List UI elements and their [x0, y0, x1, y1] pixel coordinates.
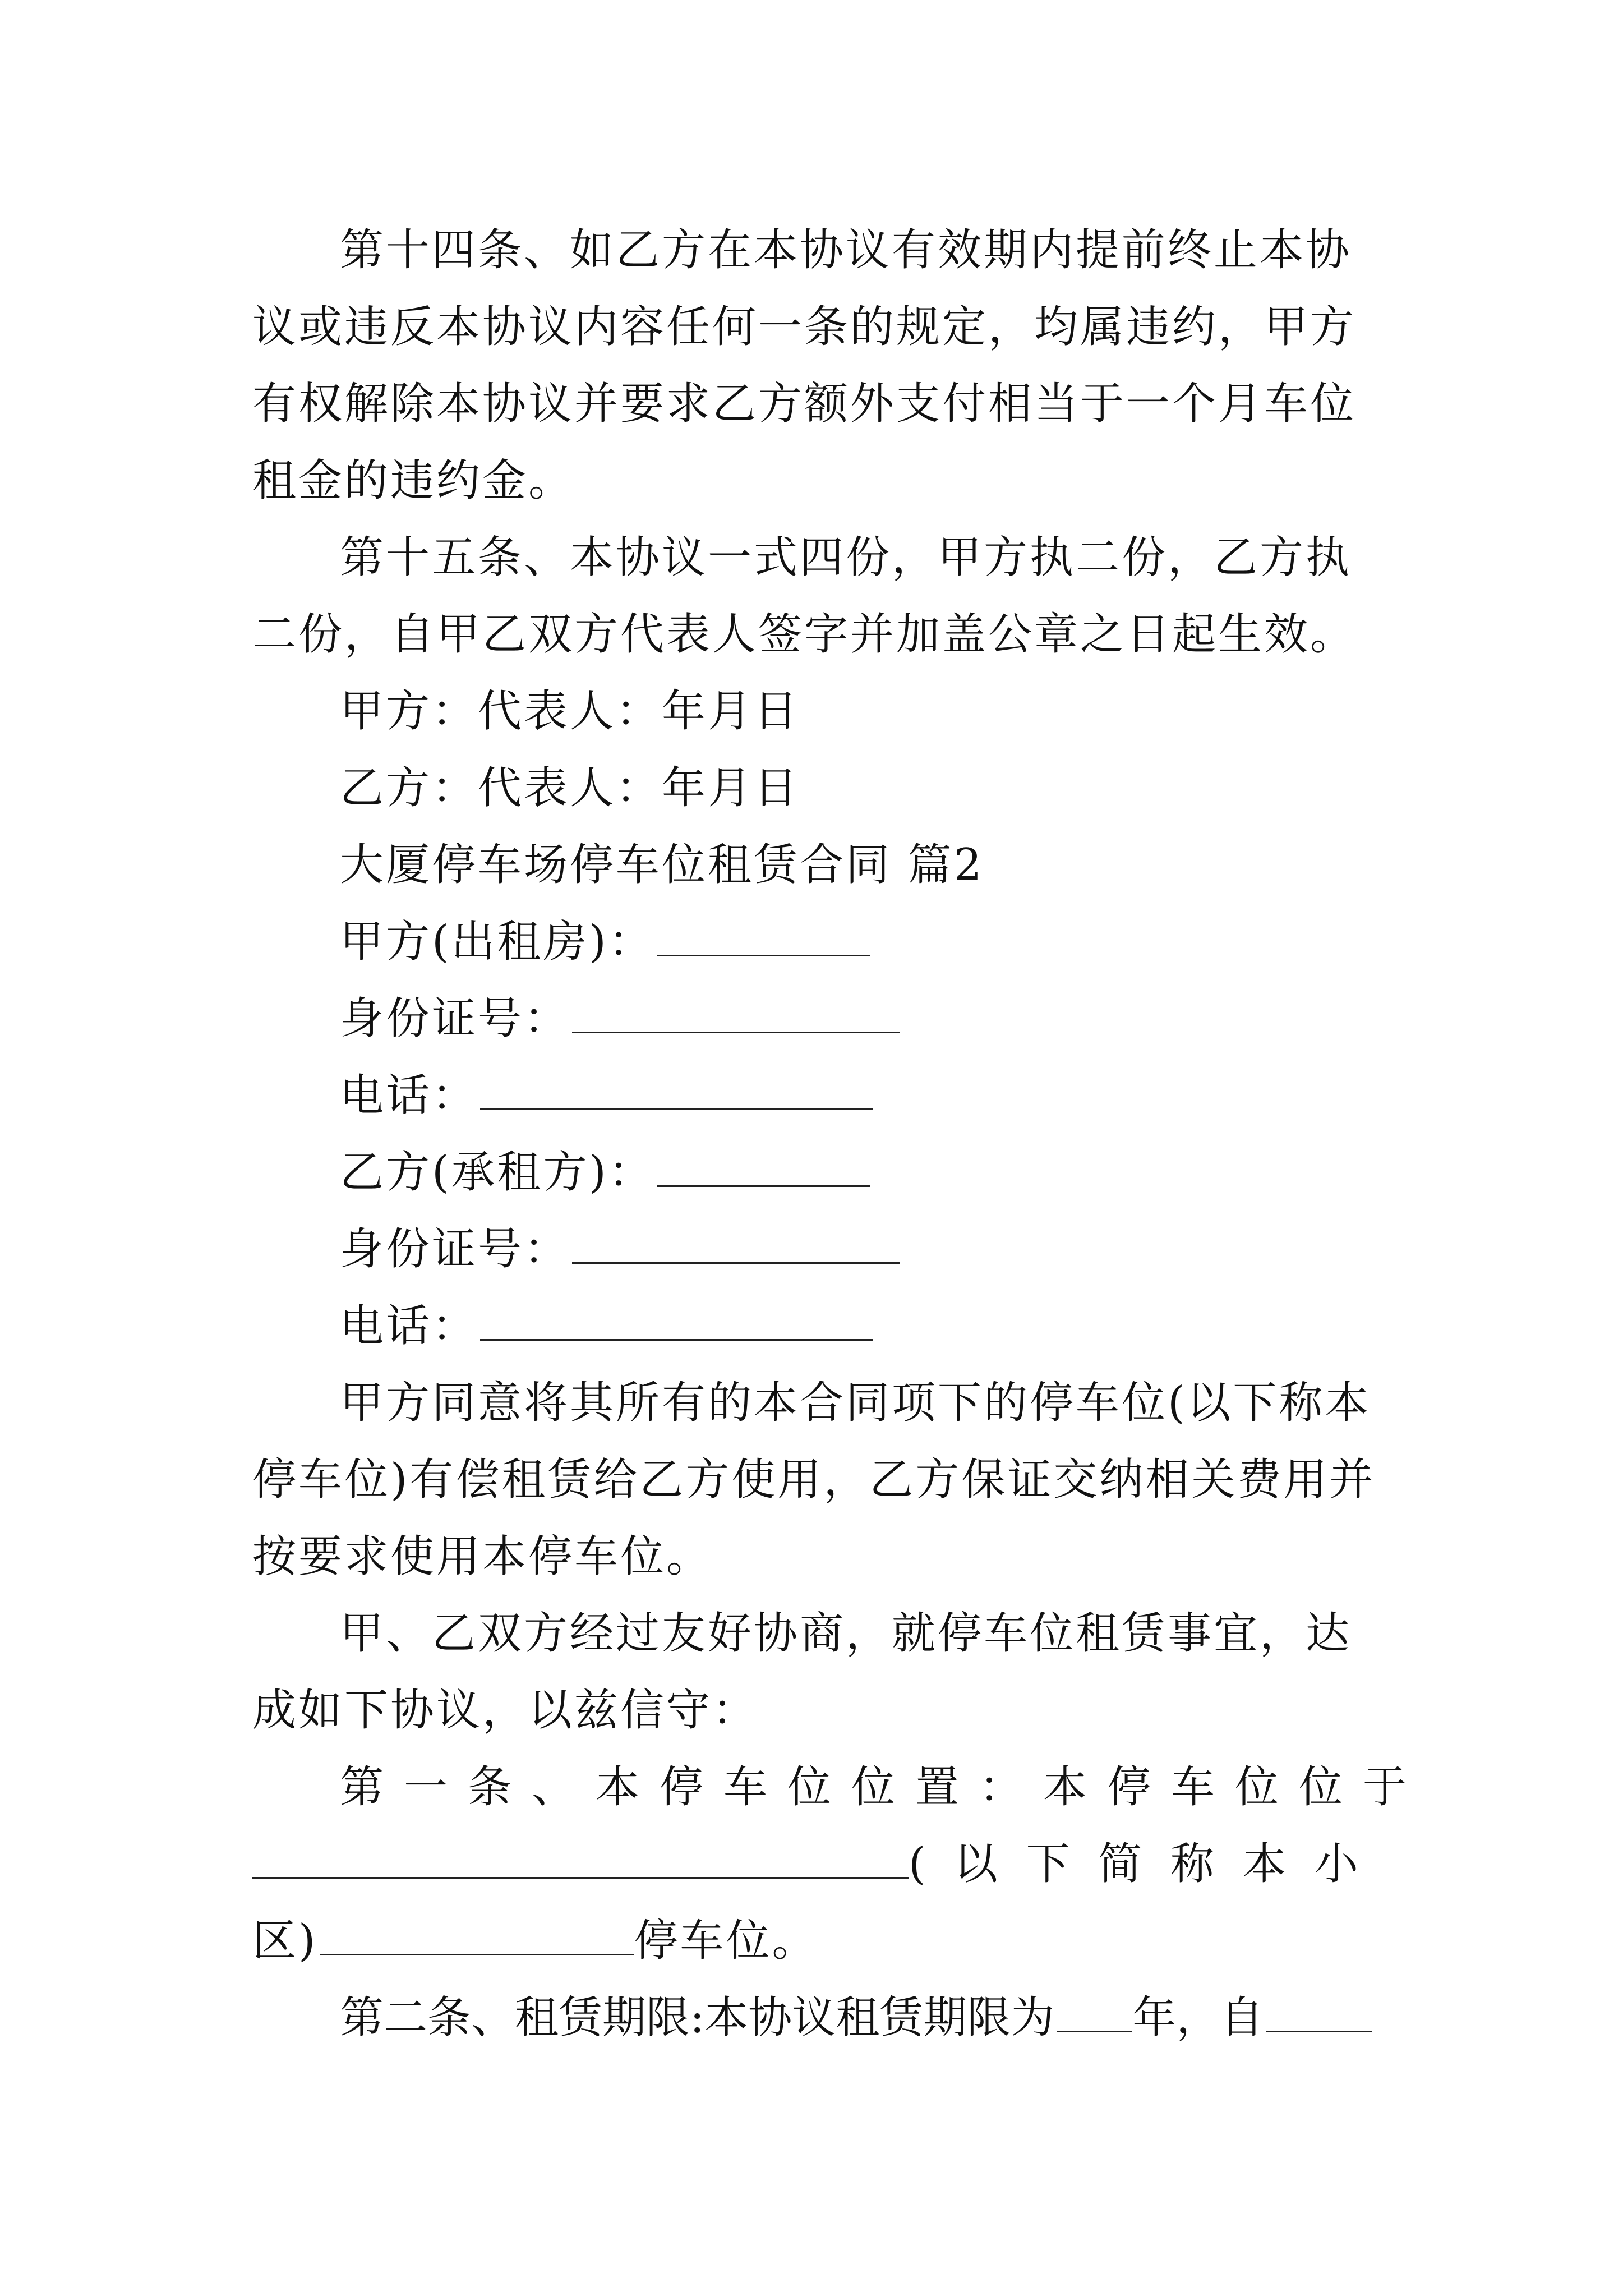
article-1-line-3-head: 区): [252, 1916, 318, 1966]
party-a-label: 甲方(出租房)：: [340, 917, 654, 967]
party-a-id-blank: [572, 995, 900, 1033]
article-1-location-blank: [252, 1840, 909, 1879]
article-2: [252, 1980, 1381, 2056]
party-a-blank: [657, 918, 870, 956]
party-b-id-blank: [572, 1225, 900, 1264]
party-b-id-label: 身份证号：: [340, 1224, 570, 1274]
article-14: 第十四条、如乙方在本协议有效期内提前终止本协议或违反本协议内容任何一条的规定，均属违约，甲方有权解除本协议并要求乙方额外支付相当于一个月车位租金的违约金。: [252, 225, 1357, 506]
party-b-phone-blank: [480, 1302, 873, 1341]
party-a-field: [252, 904, 1381, 981]
article-15: 第十五条、本协议一式四份，甲方执二份，乙方执二份，自甲乙双方代表人签字并加盖公章之日起生效。: [252, 532, 1357, 660]
party-b-field: [252, 1134, 1381, 1211]
article-2-start-blank: [1266, 1994, 1372, 2032]
intro-paragraph-1: 甲方同意将其所有的本合同项下的停车位(以下称本停车位)有偿租赁给乙方使用，乙方保证交纳相关费用并按要求使用本停车位。: [252, 1378, 1376, 1582]
party-b-label: 乙方(承租方)：: [340, 1147, 654, 1198]
party-b-blank: [657, 1148, 870, 1187]
article-1: [252, 1749, 1427, 1980]
party-a-id-label: 身份证号：: [340, 993, 570, 1044]
party-a-signature: 甲方：代表人：年月日: [340, 686, 800, 737]
document-content: [252, 212, 1427, 2056]
article-1-line-3-tail: 停车位。: [634, 1916, 818, 1966]
party-b-phone-label: 电话：: [340, 1301, 478, 1351]
party-a-phone-blank: [480, 1071, 873, 1110]
party-a-id-field: [252, 981, 1381, 1057]
intro-paragraph-2: 甲、乙双方经过友好协商，就停车位租赁事宜，达成如下协议，以兹信守：: [252, 1608, 1352, 1736]
article-2-years-blank: [1057, 1994, 1132, 2032]
article-1-parking-blank: [320, 1917, 634, 1955]
party-a-phone-label: 电话：: [340, 1070, 478, 1121]
article-1-line-2-text: (以下简称本小: [909, 1839, 1381, 1889]
party-a-phone-field: [252, 1057, 1381, 1134]
article-1-line-3: [252, 1903, 1381, 1980]
party-b-phone-field: [252, 1288, 1381, 1365]
article-1-line-2: [252, 1826, 1381, 1903]
party-b-id-field: [252, 1211, 1381, 1288]
article-1-line-1: 第一条、本停车位位置：本停车位位于: [340, 1762, 1427, 1812]
section-title: 大厦停车场停车位租赁合同 篇2: [340, 840, 984, 890]
article-2-head: 第二条、租赁期限:本协议租赁期限为: [340, 1993, 1055, 2043]
party-b-signature: 乙方：代表人：年月日: [340, 763, 800, 813]
article-2-mid: 年，自: [1132, 1993, 1264, 2043]
